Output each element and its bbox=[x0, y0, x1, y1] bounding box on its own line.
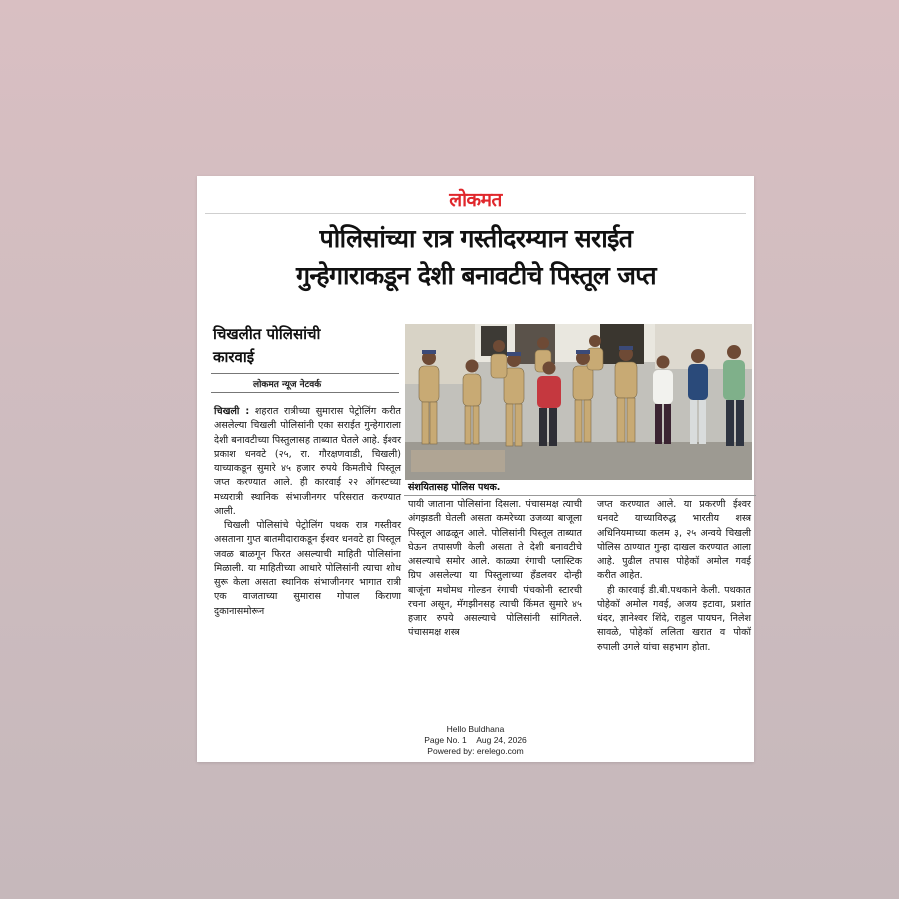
epaper-footer bbox=[197, 724, 754, 757]
page-number: Page No. 1 bbox=[424, 735, 467, 745]
article-paragraph: जप्त करण्यात आले. या प्रकरणी ईश्वर धनवटे याच्याविरुद्ध भारतीय शस्त्र अधिनियमाच्या कलम ३, २५ अन्वये चिखली पोलिस ठाण्यात गुन्हा दाखल करण्यात आला आहे. पुढील तपास पोहेकॉ अमोल गवई करीत आहेत. bbox=[597, 499, 751, 582]
article-column-2 bbox=[408, 498, 582, 641]
subheading bbox=[213, 323, 398, 369]
newspaper-clipping bbox=[197, 176, 754, 762]
byline-rule-top bbox=[211, 373, 399, 374]
article-column-1 bbox=[214, 405, 401, 619]
article-paragraph: पायी जाताना पोलिसांना दिसला. पंचासमक्ष त्याची अंगझडती घेतली असता कमरेच्या उजव्या बाजूला पिस्तूल आढळून आले. पोलिसांनी पिस्तूल ताब्यात घेऊन तपासणी केली असता ते देशी बनावटीचे असल्याचे समोर आले. काळ्या रंगाची प्लास्टिक ग्रिप असलेल्या या पिस्तुलाच्या हँडलवर दोन्ही बाजूंना मधोमध गोल्डन रंगाची पंचकोनी स्टारची रचना असून, मॅगझीनसह त्याची किंमत सुमारे ४५ हजार रुपये असल्याचे पोलिसांनी सांगितले. पंचासमक्ष शस्त्र bbox=[408, 499, 582, 639]
headline bbox=[211, 220, 741, 294]
police-team-photo bbox=[405, 324, 752, 480]
subheading-line-2: कारवाई bbox=[213, 348, 255, 366]
byline-rule-bottom bbox=[211, 392, 399, 393]
masthead-divider bbox=[205, 213, 746, 214]
masthead-logo: लोकमत bbox=[449, 189, 502, 211]
news-photo bbox=[405, 324, 752, 480]
article-column-3 bbox=[597, 498, 751, 655]
dateline: चिखली : bbox=[214, 406, 250, 417]
article-paragraph: ही कारवाई डी.बी.पथकाने केली. पथकात पोहेकॉ अमोल गवई, अजय इटावा, प्रशांत धंदर, ज्ञानेश्वर शिंदे, राहुल पायघन, निलेश सावळे, पोहेकॉ ललिता खरात व पोकॉ रुपाली उगले यांचा सहभाग होता. bbox=[597, 584, 751, 653]
article-paragraph: शहरात रात्रीच्या सुमारास पेट्रोलिंग करीत असलेल्या चिखली पोलिसांनी एका सराईत गुन्हेगाराला देशी बनावटीच्या पिस्तुलासह ताब्यात घेतले आहे. ईश्वर प्रकाश धनवटे (२५, रा. गौरक्षणवाडी, चिखली) याच्याकडून सुमारे ४५ हजार रुपये किमतीचे पिस्तूल जप्त करण्यात आले. ही कारवाई २२ ऑगस्टच्या मध्यरात्री स्थानिक संभाजीनगर परिसरात करण्यात आली. bbox=[214, 406, 401, 517]
photo-caption: संशयितासह पोलिस पथक. bbox=[404, 481, 756, 496]
headline-line-2: गुन्हेगाराकडून देशी बनावटीचे पिस्तूल जप्त bbox=[295, 261, 657, 290]
headline-line-1: पोलिसांच्या रात्र गस्तीदरम्यान सराईत bbox=[319, 224, 633, 253]
article-paragraph: चिखली पोलिसांचे पेट्रोलिंग पथक रात्र गस्तीवर असताना गुप्त बातमीदाराकडून ईश्वर धनवटे हा पिस्तूल जवळ बाळगून फिरत असल्याची माहिती पोलिसांना मिळाली. या माहितीच्या आधारे पोलिसांनी त्याचा शोध सुरू केला असता स्थानिक संभाजीनगर भागात रात्री एक वाजताच्या सुमारास गोपाल किराणा दुकानासमोरून bbox=[214, 520, 401, 617]
publish-date: Aug 24, 2026 bbox=[476, 735, 527, 745]
publication-name: Hello Buldhana bbox=[446, 724, 505, 734]
page-date-line bbox=[197, 735, 754, 746]
byline: लोकमत न्यूज नेटवर्क bbox=[253, 380, 322, 390]
powered-by-link[interactable]: Powered by: erelego.com bbox=[427, 746, 524, 756]
subheading-line-1: चिखलीत पोलिसांची bbox=[213, 325, 321, 343]
